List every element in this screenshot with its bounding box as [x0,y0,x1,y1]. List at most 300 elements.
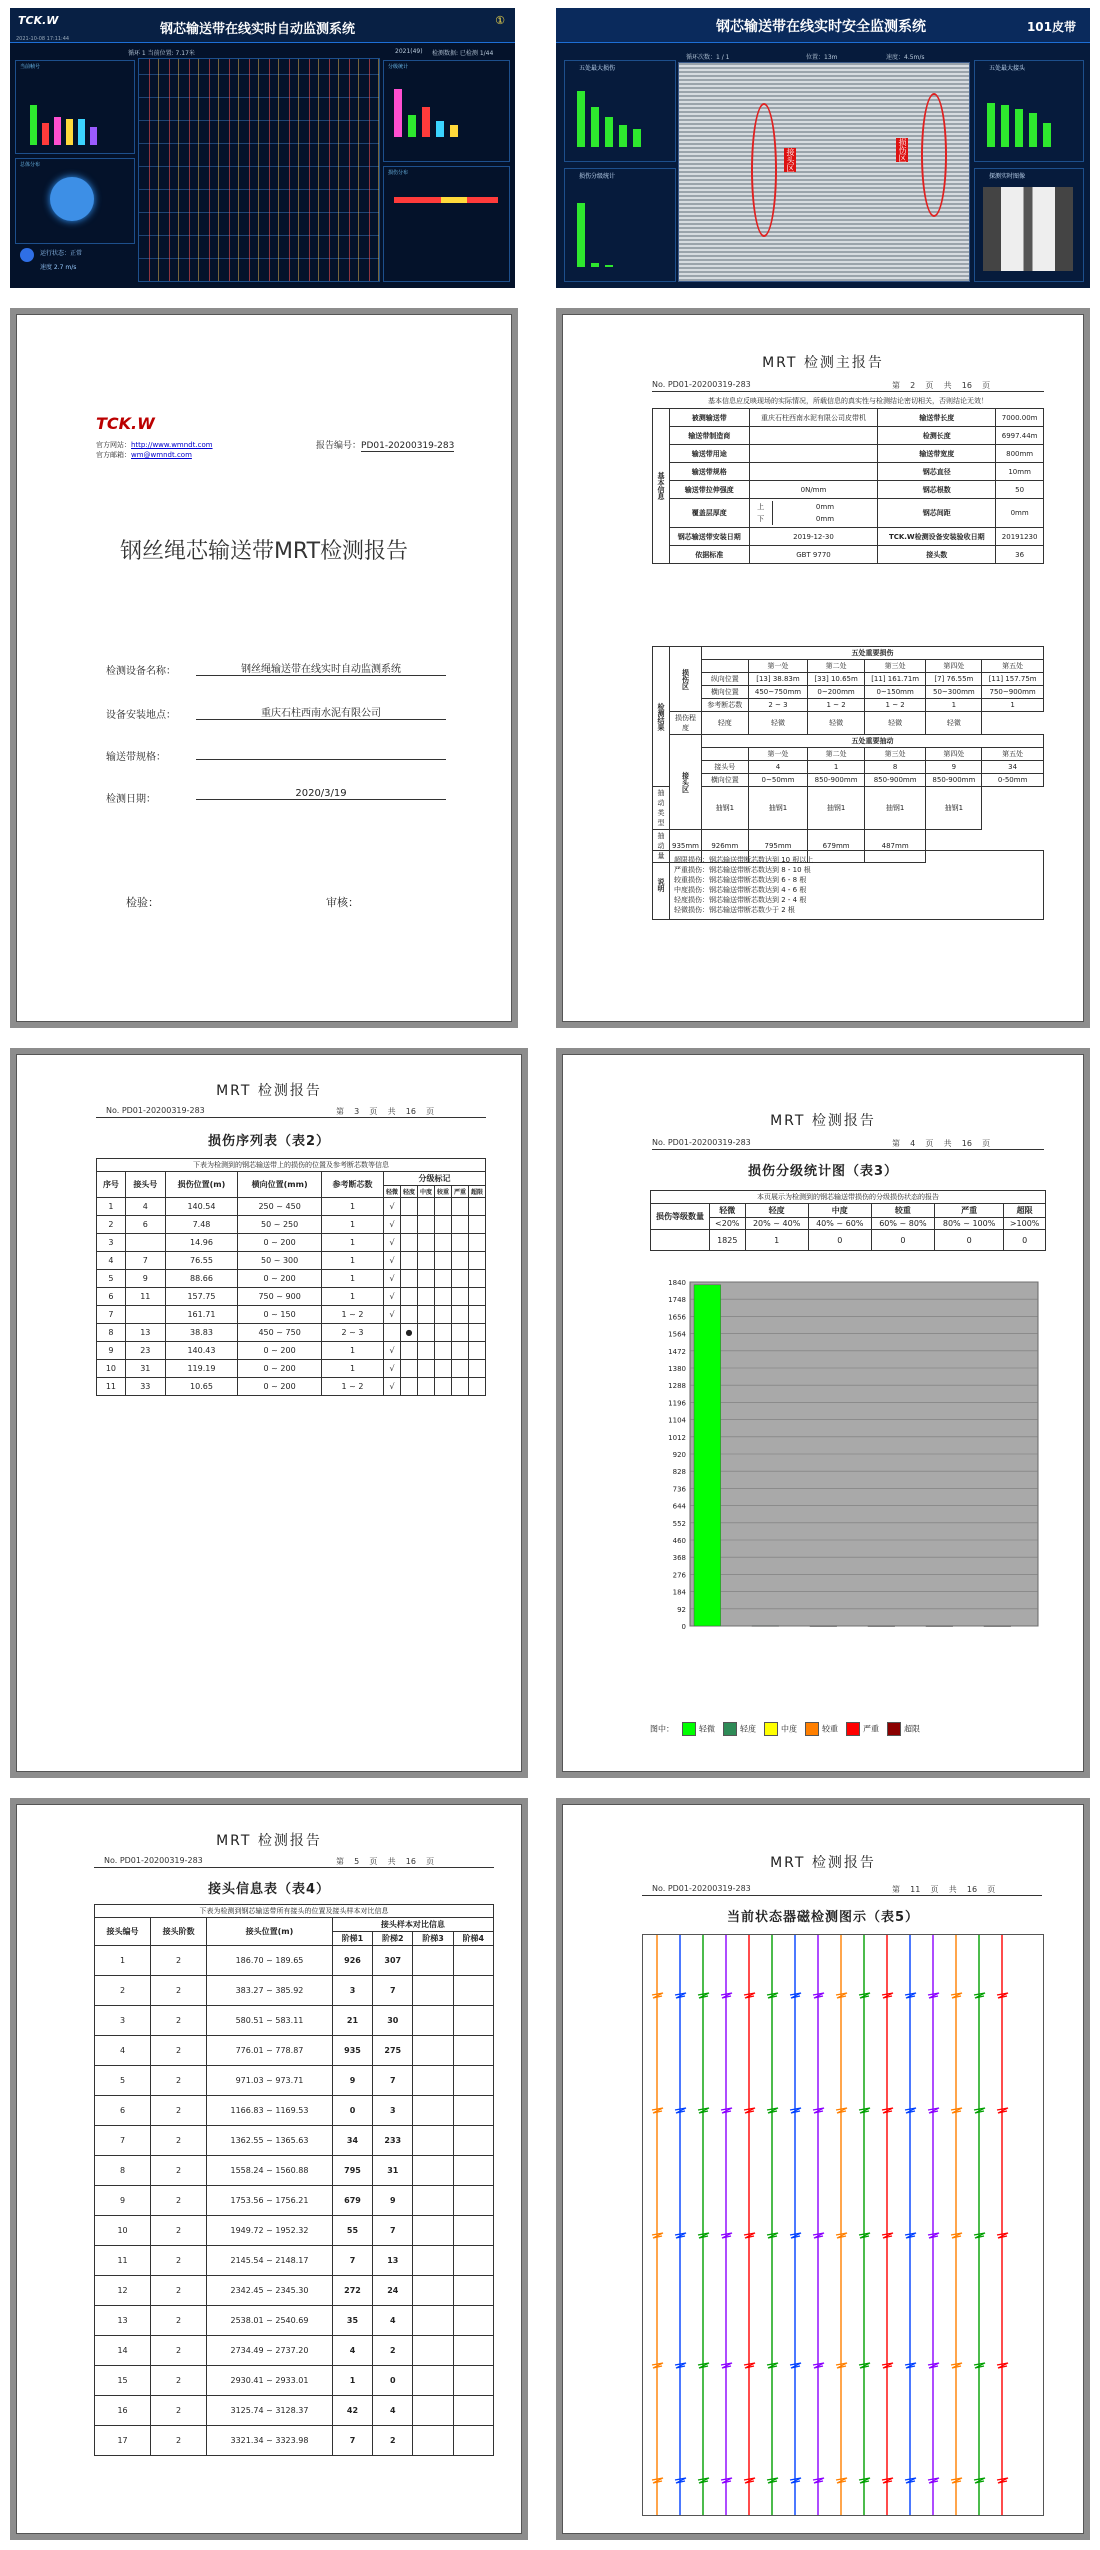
signal-spike [813,2478,824,2483]
joint-steps-cell: 2 [151,2246,207,2276]
section-note: 说明 [653,851,670,920]
bar-超限 [984,1626,1011,1627]
cover-field-value: 钢丝绳输送带在线实时自动监测系统 [196,660,446,676]
table-cell: 750 ~ 900 [238,1288,322,1306]
grade-mark-cell [384,1324,401,1342]
grade-mark-cell [452,1342,469,1360]
table-cell: 1 ~ 2 [322,1306,384,1324]
page-title: MRT 检测报告 [770,1113,876,1129]
joint-row-cell: 抽动类型 [653,787,670,830]
dash1-pie [50,177,94,221]
table-cell: 11 [125,1288,165,1306]
sample-cell: 2 [373,2426,413,2456]
count-label-cell [651,1230,710,1251]
count-cell: 1825 [710,1230,746,1251]
joint-row [653,787,1044,830]
signal-spike [882,2233,893,2238]
cover-field-label: 设备安装地点： [106,710,176,721]
joint-title: 五处重要抽动 [702,735,1044,748]
table-row [95,2216,494,2246]
report-no: No. PD01-20200319-283 [106,1106,205,1115]
table-cell: 11 [97,1378,126,1396]
damage-header [653,660,1044,673]
column-header: 接头号 [125,1172,165,1198]
info-value: 20191230 [996,528,1044,546]
signal-spike [882,2363,893,2368]
signal-spike [790,2478,801,2483]
column-header: 参考断芯数 [322,1172,384,1198]
grade-mark-cell [469,1342,486,1360]
report-no: No. PD01-20200319-283 [104,1856,203,1865]
legend-item-label: 超限 [904,1724,920,1734]
damage-row [653,712,1044,735]
table-cell: 31 [125,1360,165,1378]
report-no: No. PD01-20200319-283 [652,1884,751,1893]
y-tick-label: 1380 [668,1365,686,1373]
grade-mark-cell [435,1306,452,1324]
section-basic: 基本信息 [653,409,670,564]
bar-中度 [810,1626,837,1627]
joint-steps-cell: 2 [151,2366,207,2396]
sample-cell [413,1946,453,1976]
dash2-panel-title: 五处最大接头 [989,65,1026,72]
sample-cell: 0 [373,2366,413,2396]
info-label: 接头数 [878,546,996,564]
legend-swatch [805,1722,819,1736]
table-row [95,2066,494,2096]
table-row [97,1198,486,1216]
table-subtitle: 本页展示为检测到的钢芯输送带损伤的分级损伤状态的报告 [651,1191,1046,1204]
info-label: 输送带用途 [670,445,750,463]
joint-position-cell: 776.01 ~ 778.87 [207,2036,333,2066]
joint-row-cell: 横向位置 [702,774,749,787]
joint-position-cell: 2930.41 ~ 2933.01 [207,2366,333,2396]
grade-mark-cell [435,1324,452,1342]
info-value: 7000.00m [996,409,1044,427]
section-joint: 接头区 [670,735,702,830]
dash1-title: 钢芯输送带在线实时自动监测系统 [160,22,356,37]
damage-sequence-table [96,1158,486,1396]
dash2-info3: 速度：4.5m/s [886,54,925,61]
sample-cell: 4 [373,2306,413,2336]
sample-cell [453,2036,493,2066]
joint-position-cell: 2342.45 ~ 2345.30 [207,2276,333,2306]
grade-mark-cell: √ [384,1342,401,1360]
dash1-marker[interactable]: ① [495,14,505,27]
signal-spike [997,1993,1008,1998]
damage-row-cell: 轻微 [808,712,864,735]
signal-spike [721,2108,732,2113]
grade-mark-cell [418,1216,435,1234]
result-table [652,646,1044,863]
column-header: 接头编号 [95,1918,151,1946]
table-cell: 9 [125,1270,165,1288]
joint-row-cell: 8 [864,761,926,774]
level-header: 轻微 [710,1204,746,1218]
signal-spike [767,2233,778,2238]
table-subtitle: 下表为检测到的钢芯输送带上的损伤的位置及参考断芯数等信息 [97,1159,486,1172]
info-label: 被测输送带 [670,409,750,427]
y-tick-label: 1104 [668,1416,686,1425]
main-report-page [556,308,1090,1028]
table4-page [10,1798,528,2540]
damage-header-cell: 第三处 [864,660,926,673]
signal-spike [859,1993,870,1998]
table-row [95,2426,494,2456]
table-cell: 161.71 [165,1306,237,1324]
info-value: 重庆石柱西南水泥有限公司皮带机 [749,409,878,427]
joint-row-cell: 1 [808,761,864,774]
sample-cell: 7 [373,1976,413,2006]
report-no: No. PD01-20200319-283 [652,380,751,389]
y-tick-label: 1748 [668,1296,686,1305]
signal-spike [974,2363,985,2368]
damage-row-cell: 损伤程度 [670,712,702,735]
range-cell: <20% [710,1218,746,1230]
joint-row-cell: 34 [982,761,1044,774]
range-cell: 40% ~ 60% [808,1218,871,1230]
damage-row [653,699,1044,712]
joint-position-cell: 2145.54 ~ 2148.17 [207,2246,333,2276]
sample-cell [413,2036,453,2066]
y-tick-label: 0 [681,1623,686,1631]
info-label: 钢芯根数 [878,481,996,499]
table-cell: 0 ~ 200 [238,1360,322,1378]
page-title: MRT 检测报告 [216,1833,322,1849]
dash1-bar [394,89,402,137]
table-cell: 7 [97,1306,126,1324]
signal-spike [652,2233,663,2238]
dash2-bar [577,91,585,147]
grade-mark-cell [469,1324,486,1342]
info-row [653,463,1044,481]
dash2-annot-joint [751,103,777,237]
joint-row-cell: 850-900mm [864,774,926,787]
grade-mark-cell [401,1216,418,1234]
signal-spike [721,1993,732,1998]
dash1-panel-title: 总体分布 [20,162,41,168]
dash1-panel-title: 损伤分布 [388,170,409,176]
table-cell: 3 [97,1234,126,1252]
table-row [95,2306,494,2336]
signal-spike [859,2478,870,2483]
grade-mark-cell [435,1342,452,1360]
damage-row-cell: 2 ~ 3 [748,699,808,712]
cover-thickness [749,499,878,528]
y-tick-label: 1196 [668,1399,686,1408]
joint-position-cell: 3321.34 ~ 3323.98 [207,2426,333,2456]
signal-spike [836,2363,847,2368]
signal-spike [905,2108,916,2113]
basic-info-table [652,408,1044,564]
column-header: 横向位置(mm) [238,1172,322,1198]
page-title: MRT 检测主报告 [762,355,884,371]
table-cell: 0 ~ 150 [238,1306,322,1324]
signal-spike [744,2233,755,2238]
info-label: 输送带制造商 [670,427,750,445]
grade-col-header: 严重 [452,1186,469,1198]
sample-cell: 2 [373,2336,413,2366]
joint-header [653,748,1044,761]
section-damage: 损伤区 [670,647,702,712]
signal-spike [905,1993,916,1998]
sample-col-header: 阶梯4 [453,1932,493,1946]
dash2-belt-id: 101皮带 [1026,20,1076,34]
info-label: 覆盖层厚度 [670,499,750,528]
table-row [95,2276,494,2306]
grade-mark-cell [418,1198,435,1216]
sample-cell [453,2366,493,2396]
joint-header-cell: 第五处 [982,748,1044,761]
cover-field-label: 输送带规格： [106,752,166,763]
legend-item-label: 较重 [822,1724,838,1734]
joint-id-cell: 5 [95,2066,151,2096]
dash1-status-right: 检测数据: 已检测 1/44 [432,50,494,57]
dash2-annot1: 接头区 [786,148,795,172]
dash1-bar [450,125,458,137]
signal-spike [882,2108,893,2113]
sample-cell: 1 [332,2366,372,2396]
y-tick-label: 1012 [668,1433,686,1442]
dash1-date-small: 2021-10-08 17:11:44 [16,36,70,42]
table2-page [10,1048,528,1778]
damage-row-cell: 450~750mm [748,686,808,699]
grade-mark-cell: √ [384,1198,401,1216]
grade-mark-cell [401,1288,418,1306]
joint-steps-cell: 2 [151,2186,207,2216]
info-value: 50 [996,481,1044,499]
info-label: 输送带拉伸强度 [670,481,750,499]
joint-row [653,774,1044,787]
table-cell: 50 ~ 300 [238,1252,322,1270]
grade-mark-cell [452,1378,469,1396]
dash2-info2: 位置：13m [806,54,838,61]
page-title: MRT 检测报告 [216,1083,322,1099]
joint-steps-cell: 2 [151,1976,207,2006]
damage-row-cell: 轻微 [748,712,808,735]
sample-cell: 35 [332,2306,372,2336]
signal-spike [813,2108,824,2113]
signal-spike [744,2363,755,2368]
dash1-power-icon[interactable] [20,248,34,262]
signal-spike [928,2233,939,2238]
info-value: 800mm [996,445,1044,463]
grade-mark-cell [469,1234,486,1252]
info-row [653,427,1044,445]
grade-col-header: 较重 [435,1186,452,1198]
signal-spike [675,1993,686,1998]
joint-header-cell: 第四处 [926,748,982,761]
sample-cell: 4 [332,2336,372,2366]
sample-cell: 7 [373,2066,413,2096]
divider [652,391,1044,392]
info-value: GBT 9770 [749,546,878,564]
note-table [652,850,1044,920]
grade-mark-cell [418,1288,435,1306]
bar-较重 [868,1626,895,1627]
info-label: 输送带长度 [878,409,996,427]
damage-row-cell: 横向位置 [702,686,749,699]
dash1-panel-overview [15,158,135,244]
signal-spike [951,2108,962,2113]
signal-spike [905,2478,916,2483]
sample-cell: 795 [332,2156,372,2186]
grade-mark-cell [418,1306,435,1324]
cover-email[interactable]: wm@wmndt.com [131,451,192,459]
dash1-bar [54,117,61,145]
grade-mark-cell [435,1216,452,1234]
table-cell: 14.96 [165,1234,237,1252]
table-cell: 10.65 [165,1378,237,1396]
info-label: 钢芯输送带安装日期 [670,528,750,546]
sample-col-header: 阶梯3 [413,1932,453,1946]
sample-col-header: 阶梯1 [332,1932,372,1946]
sample-cell [413,2396,453,2426]
damage-row-cell: [7] 76.55m [926,673,982,686]
table-cell: 250 ~ 450 [238,1198,322,1216]
joint-header-cell: 第一处 [748,748,808,761]
joint-steps-cell: 2 [151,2276,207,2306]
y-tick-label: 1656 [668,1313,686,1322]
y-tick-label: 1472 [668,1347,686,1356]
joint-position-cell: 383.27 ~ 385.92 [207,1976,333,2006]
sample-cell: 3 [332,1976,372,2006]
signal-spike [974,1993,985,1998]
sample-cell [453,1946,493,1976]
joint-steps-cell: 2 [151,2126,207,2156]
joint-header-cell: 第三处 [864,748,926,761]
grade-mark-cell [435,1252,452,1270]
signal-spike [951,2478,962,2483]
signal-spike [698,2233,709,2238]
grade-mark-cell: √ [384,1306,401,1324]
joint-id-cell: 14 [95,2336,151,2366]
sample-cell [453,2186,493,2216]
grade-mark-cell [401,1270,418,1288]
joint-row-cell: 抽钢1 [864,787,926,830]
info-row [653,445,1044,463]
signal-spike [836,2233,847,2238]
table-cell: 33 [125,1378,165,1396]
y-tick-label: 552 [672,1519,686,1528]
legend-swatch [723,1722,737,1736]
joint-id-cell: 3 [95,2006,151,2036]
joint-id-cell: 11 [95,2246,151,2276]
y-tick-label: 828 [672,1468,686,1477]
signal-spike [882,1993,893,1998]
sample-cell: 30 [373,2006,413,2036]
dash2-bar [591,263,599,267]
table-cell: 1 ~ 2 [322,1378,384,1396]
table-cell: 1 [322,1342,384,1360]
signal-spike [721,2363,732,2368]
sample-cell [413,2186,453,2216]
cover-website[interactable]: http://www.wmndt.com [131,441,213,449]
joint-id-cell: 10 [95,2216,151,2246]
grade-mark-cell [469,1198,486,1216]
sample-cell [413,2126,453,2156]
dash1-panel-title: 当前帧号 [20,64,41,70]
info-value: 0N/mm [749,481,878,499]
info-value: 0mm [996,499,1044,528]
cover-email-row [96,450,192,460]
info-value [749,445,878,463]
sample-cell [453,2216,493,2246]
legend-item-label: 轻微 [699,1724,715,1734]
damage-row-cell: [11] 161.71m [864,673,926,686]
sample-cell [413,2006,453,2036]
table-heading: 损伤序列表（表2） [207,1134,331,1149]
grade-mark-cell [469,1378,486,1396]
damage-row-cell: 参考断芯数 [702,699,749,712]
table-cell: 6 [125,1216,165,1234]
dashboard-auto-monitor [10,8,515,288]
cover-report-no-label: 报告编号： [316,441,362,451]
note-line: 严重损伤：钢芯输送带断芯数达到 8 - 10 根 [674,866,811,874]
grade-mark-cell [469,1216,486,1234]
table-row [95,1976,494,2006]
joint-steps-cell: 2 [151,2036,207,2066]
sample-cell [453,1976,493,2006]
joint-row-cell: 0~50mm [748,774,808,787]
signal-spike [675,2478,686,2483]
table3-page [556,1048,1090,1778]
joint-position-cell: 1949.72 ~ 1952.32 [207,2216,333,2246]
y-tick-label: 920 [672,1451,686,1459]
sample-cell [453,2156,493,2186]
signal-spike [859,2363,870,2368]
table-cell: 10 [97,1360,126,1378]
grade-col-header: 中度 [418,1186,435,1198]
page-number: 第 2 页 共 16 页 [892,381,991,390]
signal-spike [859,2108,870,2113]
info-label: 输送带宽度 [878,445,996,463]
info-label: 依据标准 [670,546,750,564]
damage-row-cell: 1 [926,699,982,712]
page-title: MRT 检测报告 [770,1855,876,1871]
joint-row-cell: 抽钢1 [702,787,749,830]
cover-website-row [96,440,213,450]
grade-mark-cell: √ [384,1360,401,1378]
signal-spike [905,2363,916,2368]
table-cell: 0 ~ 200 [238,1270,322,1288]
y-tick-label: 1288 [668,1382,686,1391]
page-number: 第 4 页 共 16 页 [892,1139,991,1148]
table-cell [125,1234,165,1252]
joint-position-cell: 3125.74 ~ 3128.37 [207,2396,333,2426]
joint-id-cell: 7 [95,2126,151,2156]
level-header: 超限 [1004,1204,1046,1218]
dash1-strip [394,197,498,203]
range-cell: 20% ~ 40% [745,1218,808,1230]
damage-row-cell: 纵向位置 [702,673,749,686]
damage-row-cell: 750~900mm [982,686,1044,699]
table-cell: 7 [125,1252,165,1270]
info-row [653,528,1044,546]
grade-mark-cell [435,1378,452,1396]
joint-position-cell: 2538.01 ~ 2540.69 [207,2306,333,2336]
grade-mark-cell [435,1198,452,1216]
damage-header-cell: 第一处 [748,660,808,673]
table-row [97,1306,486,1324]
dash1-bar [90,127,97,145]
sample-cell [413,2306,453,2336]
table-cell: 50 ~ 250 [238,1216,322,1234]
joint-row-cell: 抽钢1 [808,787,864,830]
dash2-annot-damage [921,93,947,217]
table-cell: 0 ~ 200 [238,1378,322,1396]
damage-title: 五处重要损伤 [702,647,1044,660]
